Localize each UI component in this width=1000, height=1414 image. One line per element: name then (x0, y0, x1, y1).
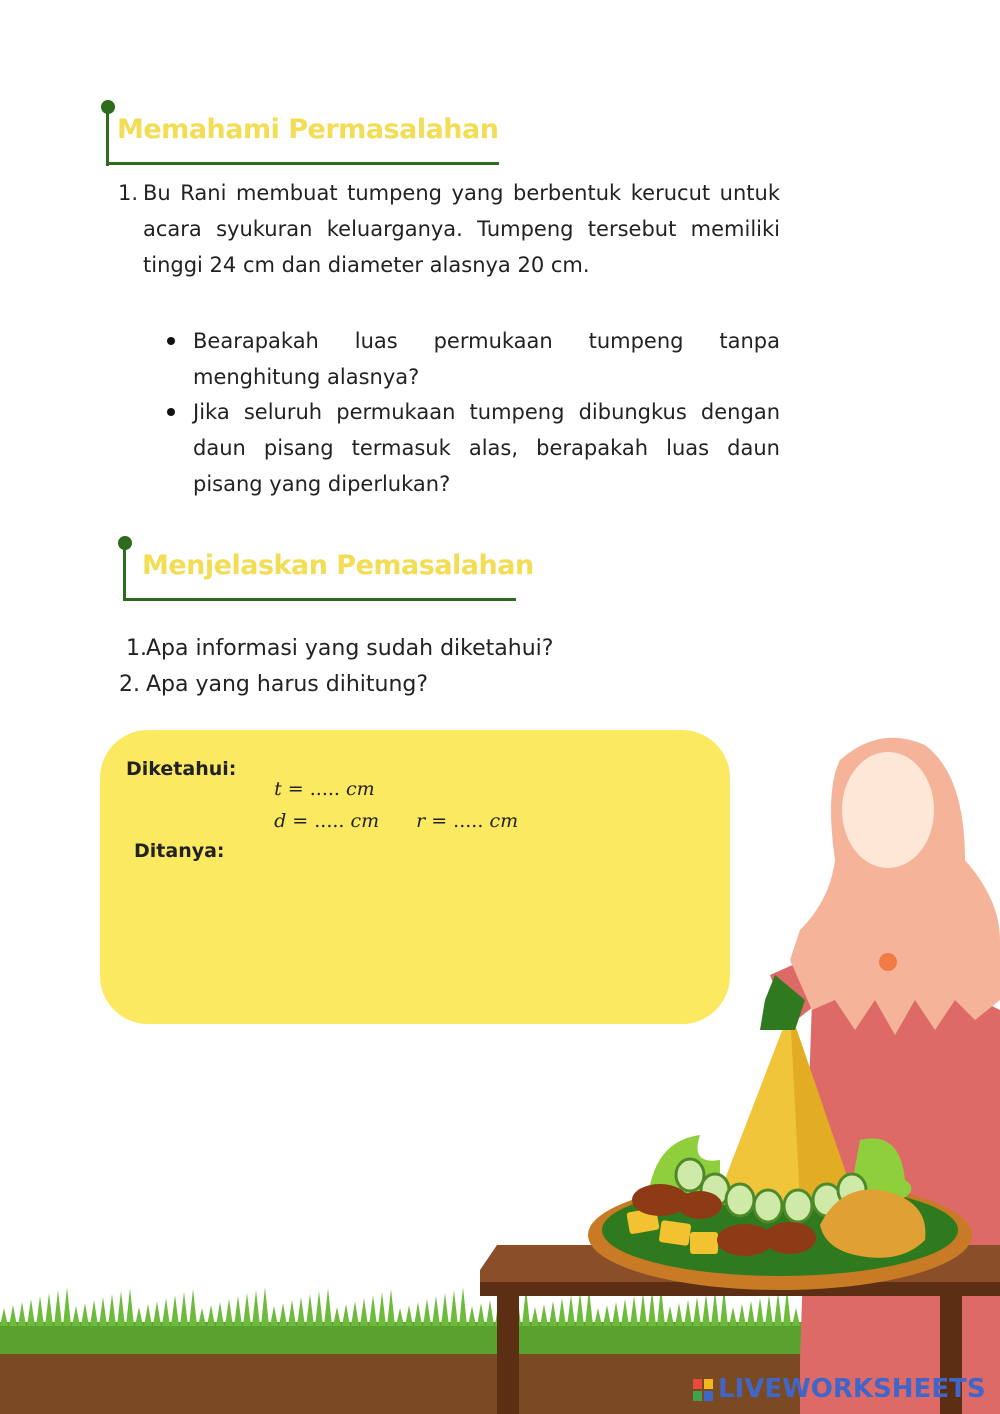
bullet-2-text: Jika seluruh permukaan tumpeng dibungkus dengan daun pisang termasuk alas, berapakah luas daun pisang yang diperlukan? (193, 400, 780, 496)
grass-blade (423, 1299, 431, 1326)
grass-blade (369, 1295, 377, 1326)
grass-blade (747, 1301, 755, 1326)
brand-name[interactable]: LIVEWORKSHEETS (718, 1374, 986, 1404)
brand-logo-icon (693, 1379, 713, 1401)
grass-blade (693, 1297, 701, 1326)
question-2-text: Apa yang harus dihitung? (146, 672, 429, 697)
grass-blade (162, 1298, 170, 1326)
grass-blade (306, 1294, 314, 1326)
r-unit: cm (489, 810, 519, 832)
grass-blade (99, 1297, 107, 1326)
grass-blade (144, 1304, 152, 1326)
bullet-2-dot (167, 408, 175, 416)
section1-underline (106, 162, 499, 165)
grass-blade (18, 1302, 26, 1326)
grass-blade (171, 1295, 179, 1326)
grass-blade (549, 1301, 557, 1326)
grass-blade (729, 1307, 737, 1326)
grass-blade (756, 1298, 764, 1326)
grass-blade (567, 1295, 575, 1326)
question-1-text: Apa informasi yang sudah diketahui? (146, 636, 554, 661)
grass-blade (189, 1289, 197, 1326)
grass-blade (270, 1306, 278, 1326)
grass-blade (792, 1308, 800, 1326)
hijab-brooch (879, 953, 897, 971)
grass-blade (576, 1292, 584, 1326)
grass-blade (441, 1293, 449, 1326)
grass-blade (243, 1293, 251, 1326)
grass-blade (324, 1288, 332, 1326)
grass-blade (117, 1291, 125, 1326)
d-equals: = ..... (286, 810, 351, 832)
grass-blade (396, 1308, 404, 1326)
grass-blade (198, 1308, 206, 1326)
grass-blade (225, 1299, 233, 1326)
grass-blade (360, 1298, 368, 1326)
grass-blade (378, 1292, 386, 1326)
section2-underline (123, 598, 516, 601)
table-leg-left (497, 1290, 519, 1414)
grass-blade (261, 1287, 269, 1326)
grass-blade (297, 1297, 305, 1326)
grass-blade (603, 1305, 611, 1326)
grass-blade (702, 1294, 710, 1326)
bullet-1-dot (167, 337, 175, 345)
grass-blade (315, 1291, 323, 1326)
grass-blade (81, 1303, 89, 1326)
grass-blade (351, 1301, 359, 1326)
girl-face (842, 752, 934, 868)
question-1-number: 1. (126, 636, 147, 661)
section1-title: Memahami Permasalahan (117, 114, 499, 145)
grass-blade (126, 1288, 134, 1326)
grass-blade (9, 1305, 17, 1326)
grass-blade (342, 1304, 350, 1326)
scene-illustration (0, 700, 1000, 1414)
grass-blade (234, 1296, 242, 1326)
grass-blade (774, 1292, 782, 1326)
grass-blade (630, 1296, 638, 1326)
t-variable: t (274, 778, 282, 800)
grass-blade (54, 1290, 62, 1326)
grass-blade (612, 1302, 620, 1326)
question-2-number: 2. (119, 672, 140, 697)
grass-blade (27, 1299, 35, 1326)
grass-blade (765, 1295, 773, 1326)
grass-blade (477, 1303, 485, 1326)
section2-vline (123, 544, 126, 601)
r-variable: r (416, 810, 426, 832)
grass-blade (450, 1290, 458, 1326)
grass-blade (216, 1302, 224, 1326)
grass-blade (387, 1289, 395, 1326)
grass-blade (486, 1300, 494, 1326)
grass-blade (675, 1303, 683, 1326)
section1-vline (106, 108, 109, 166)
grass-blade (531, 1307, 539, 1326)
grass-blade (468, 1306, 476, 1326)
grass-blade (594, 1308, 602, 1326)
grass-blade (72, 1306, 80, 1326)
grass-blade (684, 1300, 692, 1326)
grass-blade (0, 1308, 8, 1326)
grass-blade (180, 1292, 188, 1326)
grass-blade (288, 1300, 296, 1326)
grass-blade (558, 1298, 566, 1326)
grass-blade (63, 1287, 71, 1326)
grass-blade (414, 1302, 422, 1326)
grass-blade (639, 1293, 647, 1326)
grass-blade (135, 1307, 143, 1326)
grass-blade (738, 1304, 746, 1326)
grass-blade (540, 1304, 548, 1326)
grass-blade (36, 1296, 44, 1326)
grass-blade (45, 1293, 53, 1326)
section2-title: Menjelaskan Pemasalahan (142, 550, 534, 581)
grass-blade (108, 1294, 116, 1326)
grass-blade (432, 1296, 440, 1326)
grass-blade (279, 1303, 287, 1326)
grass-blade (90, 1300, 98, 1326)
t-equals: = ..... (281, 778, 346, 800)
r-equals: = ..... (425, 810, 490, 832)
grass-blade (252, 1290, 260, 1326)
known-label: Diketahui: (126, 758, 237, 780)
problem-text: Bu Rani membuat tumpeng yang berbentuk kerucut untuk acara syukuran keluarganya. Tumpeng tersebut memiliki tinggi 24 cm dan diameter alasnya 20 cm. (143, 181, 780, 277)
grass-blade (711, 1291, 719, 1326)
grass-blade (459, 1287, 467, 1326)
grass-blade (333, 1307, 341, 1326)
grass-blade (405, 1305, 413, 1326)
asked-label: Ditanya: (134, 840, 225, 862)
t-unit: cm (345, 778, 375, 800)
bullet-1-text: Bearapakah luas permukaan tumpeng tanpa menghitung alasnya? (193, 329, 780, 389)
grass-blade (207, 1305, 215, 1326)
d-unit: cm (350, 810, 380, 832)
grass-blade (666, 1306, 674, 1326)
grass-blade (153, 1301, 161, 1326)
d-variable: d (274, 810, 287, 832)
grass-blade (621, 1299, 629, 1326)
problem-number: 1. (118, 181, 139, 205)
